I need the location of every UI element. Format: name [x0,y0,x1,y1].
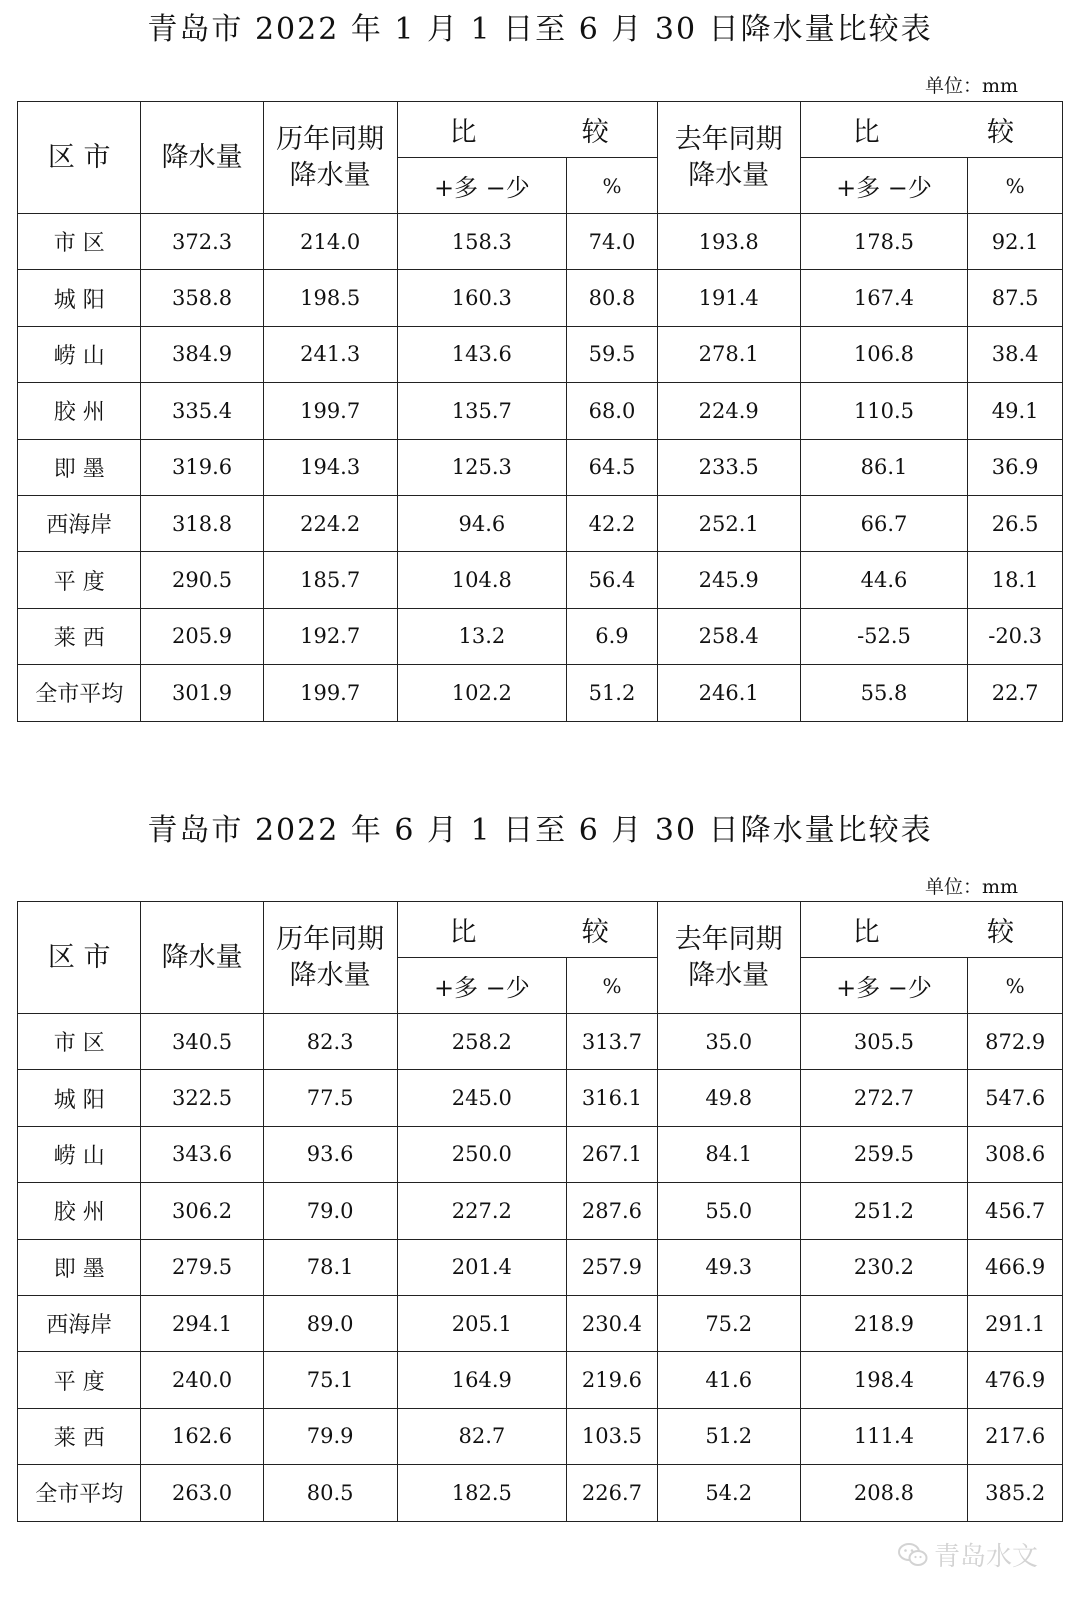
value-cell: 372.3 [141,214,263,270]
header-precip: 降水量 [141,102,263,214]
value-cell: 44.6 [800,552,968,608]
value-cell: 86.1 [800,439,968,495]
table-row [18,1070,1063,1126]
table-title: 青岛市 2022 年 6 月 1 日至 6 月 30 日降水量比较表 [147,813,933,848]
unit-label: 单位：mm [924,75,1018,97]
value-cell: 74.0 [567,214,658,270]
value-cell: 49.3 [657,1239,800,1295]
header-compare-hist [397,902,657,958]
header-lastyear: 去年同期降水量 [657,902,800,1014]
table-title: 青岛市 2022 年 1 月 1 日至 6 月 30 日降水量比较表 [147,12,933,47]
value-cell: 322.5 [141,1070,263,1126]
value-cell: 208.8 [800,1465,968,1521]
header-diff: +多 −少 [397,958,567,1014]
value-cell: 278.1 [657,326,800,382]
value-cell: 110.5 [800,383,968,439]
value-cell: 167.4 [800,270,968,326]
value-cell: 872.9 [968,1014,1063,1070]
unit-label: 单位：mm [924,876,1018,898]
value-cell: -20.3 [968,608,1063,664]
value-cell: 38.4 [968,326,1063,382]
value-cell: 246.1 [657,665,800,721]
table-row [18,1183,1063,1239]
value-cell: 64.5 [567,439,658,495]
value-cell: 55.8 [800,665,968,721]
value-cell: 104.8 [397,552,567,608]
value-cell: 13.2 [397,608,567,664]
value-cell: 258.4 [657,608,800,664]
value-cell: 78.1 [263,1239,397,1295]
header-district: 区 市 [18,902,141,1014]
value-cell: 224.2 [263,495,397,551]
value-cell: 194.3 [263,439,397,495]
district-cell: 莱 西 [18,1408,141,1464]
table-row [18,270,1063,326]
header-compare-hist [397,102,657,158]
value-cell: 233.5 [657,439,800,495]
value-cell: 35.0 [657,1014,800,1070]
table-section-1 [0,0,1080,760]
value-cell: 240.0 [141,1352,263,1408]
value-cell: 263.0 [141,1465,263,1521]
value-cell: 226.7 [567,1465,658,1521]
value-cell: 466.9 [968,1239,1063,1295]
district-cell: 城 阳 [18,1070,141,1126]
value-cell: 103.5 [567,1408,658,1464]
value-cell: 51.2 [657,1408,800,1464]
value-cell: 164.9 [397,1352,567,1408]
value-cell: 343.6 [141,1126,263,1182]
value-cell: 257.9 [567,1239,658,1295]
value-cell: 66.7 [800,495,968,551]
value-cell: 193.8 [657,214,800,270]
district-cell: 崂 山 [18,1126,141,1182]
value-cell: 49.1 [968,383,1063,439]
value-cell: 89.0 [263,1295,397,1351]
value-cell: 241.3 [263,326,397,382]
value-cell: 93.6 [263,1126,397,1182]
district-cell: 崂 山 [18,326,141,382]
header-district: 区 市 [18,102,141,214]
district-cell: 城 阳 [18,270,141,326]
value-cell: 182.5 [397,1465,567,1521]
value-cell: 198.5 [263,270,397,326]
value-cell: 185.7 [263,552,397,608]
value-cell: 358.8 [141,270,263,326]
table-row [18,383,1063,439]
value-cell: 230.2 [800,1239,968,1295]
table-row [18,1465,1063,1521]
value-cell: 68.0 [567,383,658,439]
value-cell: 42.2 [567,495,658,551]
value-cell: 279.5 [141,1239,263,1295]
value-cell: 199.7 [263,665,397,721]
value-cell: 22.7 [968,665,1063,721]
value-cell: 178.5 [800,214,968,270]
table-section-2 [0,800,1080,1611]
value-cell: 59.5 [567,326,658,382]
district-cell: 胶 州 [18,383,141,439]
header-compare-left: 比 [449,117,477,148]
table-row [18,1352,1063,1408]
value-cell: 245.0 [397,1070,567,1126]
value-cell: 313.7 [567,1014,658,1070]
table-row [18,495,1063,551]
value-cell: 258.2 [397,1014,567,1070]
district-cell: 即 墨 [18,439,141,495]
header-hist: 历年同期降水量 [263,102,397,214]
value-cell: 199.7 [263,383,397,439]
value-cell: 272.7 [800,1070,968,1126]
value-cell: 26.5 [968,495,1063,551]
district-cell: 即 墨 [18,1239,141,1295]
table-row [18,608,1063,664]
table-row [18,439,1063,495]
watermark [898,1536,1038,1573]
value-cell: 252.1 [657,495,800,551]
header-compare-right: 较 [987,117,1014,148]
value-cell: 301.9 [141,665,263,721]
header-compare-lastyear [800,102,1062,158]
value-cell: 94.6 [397,495,567,551]
district-cell: 市 区 [18,214,141,270]
table-body [18,1014,1063,1522]
value-cell: 82.7 [397,1408,567,1464]
table-row [18,326,1063,382]
header-pct: % [567,958,658,1014]
table-row [18,552,1063,608]
value-cell: 106.8 [800,326,968,382]
value-cell: 245.9 [657,552,800,608]
value-cell: 87.5 [968,270,1063,326]
value-cell: 308.6 [968,1126,1063,1182]
value-cell: 294.1 [141,1295,263,1351]
value-cell: 219.6 [567,1352,658,1408]
value-cell: 198.4 [800,1352,968,1408]
district-cell: 全市平均 [18,1465,141,1521]
table-row [18,214,1063,270]
header-pct: % [968,958,1063,1014]
value-cell: -52.5 [800,608,968,664]
header-lastyear: 去年同期降水量 [657,102,800,214]
header-hist: 历年同期降水量 [263,902,397,1014]
district-cell: 莱 西 [18,608,141,664]
value-cell: 230.4 [567,1295,658,1351]
district-cell: 市 区 [18,1014,141,1070]
table-row [18,1239,1063,1295]
header-compare-right: 较 [987,917,1014,948]
value-cell: 162.6 [141,1408,263,1464]
value-cell: 385.2 [968,1465,1063,1521]
precipitation-table [17,101,1063,722]
value-cell: 80.8 [567,270,658,326]
value-cell: 224.9 [657,383,800,439]
value-cell: 316.1 [567,1070,658,1126]
table-row [18,665,1063,721]
value-cell: 102.2 [397,665,567,721]
header-compare-right: 较 [581,117,609,148]
value-cell: 305.5 [800,1014,968,1070]
value-cell: 214.0 [263,214,397,270]
precipitation-table [17,901,1063,1522]
value-cell: 80.5 [263,1465,397,1521]
value-cell: 143.6 [397,326,567,382]
value-cell: 125.3 [397,439,567,495]
value-cell: 75.2 [657,1295,800,1351]
header-diff: +多 −少 [800,158,968,214]
district-cell: 胶 州 [18,1183,141,1239]
value-cell: 77.5 [263,1070,397,1126]
value-cell: 287.6 [567,1183,658,1239]
value-cell: 227.2 [397,1183,567,1239]
header-compare-lastyear [800,902,1062,958]
value-cell: 318.8 [141,495,263,551]
value-cell: 158.3 [397,214,567,270]
value-cell: 49.8 [657,1070,800,1126]
value-cell: 547.6 [968,1070,1063,1126]
value-cell: 41.6 [657,1352,800,1408]
value-cell: 340.5 [141,1014,263,1070]
value-cell: 79.0 [263,1183,397,1239]
value-cell: 36.9 [968,439,1063,495]
district-cell: 西海岸 [18,495,141,551]
value-cell: 251.2 [800,1183,968,1239]
value-cell: 456.7 [968,1183,1063,1239]
watermark-text: 青岛水文 [933,1542,1038,1572]
value-cell: 111.4 [800,1408,968,1464]
value-cell: 56.4 [567,552,658,608]
value-cell: 135.7 [397,383,567,439]
table-row [18,1295,1063,1351]
value-cell: 55.0 [657,1183,800,1239]
value-cell: 267.1 [567,1126,658,1182]
value-cell: 476.9 [968,1352,1063,1408]
value-cell: 291.1 [968,1295,1063,1351]
value-cell: 201.4 [397,1239,567,1295]
value-cell: 218.9 [800,1295,968,1351]
value-cell: 82.3 [263,1014,397,1070]
value-cell: 205.9 [141,608,263,664]
value-cell: 75.1 [263,1352,397,1408]
value-cell: 384.9 [141,326,263,382]
value-cell: 18.1 [968,552,1063,608]
value-cell: 259.5 [800,1126,968,1182]
value-cell: 84.1 [657,1126,800,1182]
value-cell: 160.3 [397,270,567,326]
header-pct: % [968,158,1063,214]
value-cell: 335.4 [141,383,263,439]
header-compare-right: 较 [581,917,609,948]
header-diff: +多 −少 [397,158,567,214]
header-compare-left: 比 [852,917,880,948]
header-compare-left: 比 [852,117,880,148]
wechat-icon [898,1542,928,1568]
value-cell: 191.4 [657,270,800,326]
value-cell: 51.2 [567,665,658,721]
value-cell: 250.0 [397,1126,567,1182]
district-cell: 西海岸 [18,1295,141,1351]
value-cell: 79.9 [263,1408,397,1464]
table-row [18,1126,1063,1182]
value-cell: 306.2 [141,1183,263,1239]
district-cell: 平 度 [18,1352,141,1408]
value-cell: 54.2 [657,1465,800,1521]
table-body [18,214,1063,722]
value-cell: 319.6 [141,439,263,495]
value-cell: 6.9 [567,608,658,664]
header-diff: +多 −少 [800,958,968,1014]
value-cell: 290.5 [141,552,263,608]
header-precip: 降水量 [141,902,263,1014]
value-cell: 217.6 [968,1408,1063,1464]
table-row [18,1408,1063,1464]
table-row [18,1014,1063,1070]
district-cell: 全市平均 [18,665,141,721]
value-cell: 205.1 [397,1295,567,1351]
value-cell: 92.1 [968,214,1063,270]
district-cell: 平 度 [18,552,141,608]
header-pct: % [567,158,658,214]
header-compare-left: 比 [449,917,477,948]
value-cell: 192.7 [263,608,397,664]
